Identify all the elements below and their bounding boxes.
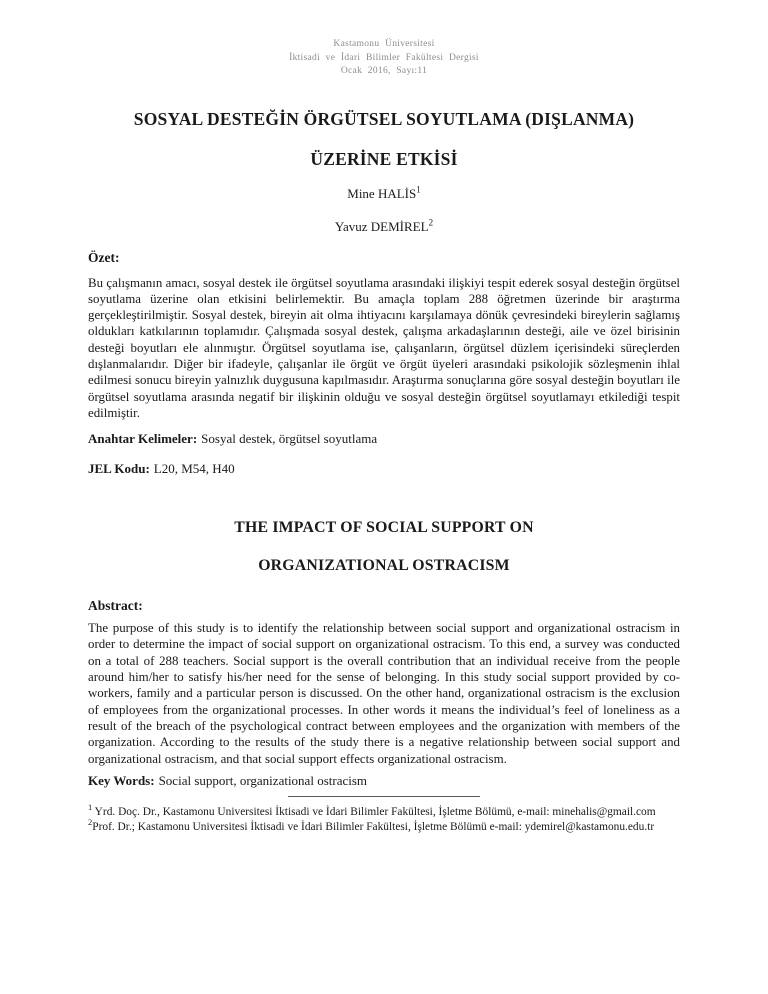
author-1-name: Mine HALİS bbox=[347, 185, 417, 201]
footnote-2-text: Prof. Dr.; Kastamonu Universitesi İktisadi ve İdari Bilimler Fakültesi, İşletme Bölümü e-mail: ydemirel@kastamonu.edu.tr bbox=[92, 821, 655, 834]
footnote-2 bbox=[88, 817, 680, 836]
abstract-heading: Abstract: bbox=[88, 598, 143, 614]
key-words-line bbox=[88, 772, 680, 789]
footnote-1-ref: 1 bbox=[88, 802, 93, 813]
author-1 bbox=[88, 186, 680, 202]
title-tr-line1: SOSYAL DESTEĞİN ÖRGÜTSEL SOYUTLAMA (DIŞLANMA) bbox=[133, 108, 635, 129]
author-2-footnote-ref: 2 bbox=[428, 217, 434, 228]
footnote-1-text: Yrd. Doç. Dr., Kastamonu Universitesi İktisadi ve İdari Bilimler Fakültesi, İşletme Bölümü, e-mail: minehalis@gmail.com bbox=[92, 805, 656, 818]
key-words-value: Social support, organizational ostracism bbox=[158, 772, 368, 788]
title-en-line2: ORGANIZATIONAL OSTRACISM bbox=[258, 557, 510, 575]
footnote-1 bbox=[88, 802, 680, 821]
anahtar-kelimeler-label: Anahtar Kelimeler: bbox=[88, 431, 198, 447]
journal-header bbox=[88, 38, 680, 79]
paper-title-english bbox=[88, 509, 680, 585]
jel-kodu-label: JEL Kodu: bbox=[88, 461, 150, 477]
journal-faculty-line: İktisadi ve İdari Bilimler Fakültesi Dergisi bbox=[289, 52, 479, 63]
jel-kodu-line bbox=[88, 460, 680, 477]
ozet-heading: Özet: bbox=[88, 249, 120, 265]
journal-name: Kastamonu Üniversitesi bbox=[333, 39, 435, 49]
title-en-line1: THE IMPACT OF SOCIAL SUPPORT ON bbox=[234, 519, 534, 537]
abstract-body: The purpose of this study is to identify the relationship between social support and organizational ostracism in order to determine the impact of social support on organizational ostracism. To this end, a survey was conducted on a total of 288 teachers. Social support is the overall contribution that an individual receive from the people around him/her to satisfy his/her need for the sense of belonging. In this study social support provided by co-workers, family and a particular person is discussed. On the other hand, organizational ostracism is the exclusion of employees from the organizational processes. In other words it means the individual’s feel of loneliness as a result of the breach of the psychological contract between employees and the organization with members of the organization. According to the results of the study there is a negative relationship between social support and organizational ostracism, and that social support effects organizational ostracism. bbox=[88, 621, 680, 766]
jel-kodu-value: L20, M54, H40 bbox=[153, 461, 235, 477]
author-1-footnote-ref: 1 bbox=[416, 184, 421, 195]
author-2-name: Yavuz DEMİREL bbox=[334, 218, 429, 234]
ozet-body: Bu çalışmanın amacı, sosyal destek ile örgütsel soyutlama arasındaki ilişkiyi tespit ederek sosyal desteğin örgütsel soyutlama üzerine olan etkisini belirlemektir. Bu amaçla toplam 288 öğretmen üzerinde bir araştırma gerçekleştirilmiştir. Sosyal destek, bireyin ait olma ihtiyacını karşılamaya dönük çevresindeki bireylerin sağlamış oldukları katkılarının toplamıdır. Çalışmada sosyal destek, çalışma arkadaşlarının desteği, aile ve özel birisinin desteği boyutları ele alınmıştır. Örgütsel soyutlama ise, çalışanların, örgütsel düzlem içerisindeki süreçlerden dışlanmalarıdır. Diğer bir ifadeyle, çalışanlar ile örgüt ve örgüt üyeleri arasındaki psikolojik sözleşmenin ihlal edilmesi sonucu bireyin yalnızlık duygusuna kapılmasıdır. Araştırma sonuçlarına göre sosyal desteğin boyutları ile örgütsel soyutlama arasında negatif bir ilişkinin olduğu ve sosyal desteğin örgütsel soyutlamayı etkilediği tespit edilmiştir. bbox=[88, 275, 680, 420]
author-2 bbox=[88, 219, 680, 235]
anahtar-kelimeler-line bbox=[88, 430, 680, 447]
title-tr-line2: ÜZERİNE ETKİSİ bbox=[310, 148, 458, 169]
footnotes bbox=[88, 802, 680, 836]
anahtar-kelimeler-value: Sosyal destek, örgütsel soyutlama bbox=[201, 431, 378, 447]
footnote-2-ref: 2 bbox=[88, 817, 93, 828]
journal-issue-line: Ocak 2016, Sayı:11 bbox=[340, 66, 428, 76]
paper-title-turkish bbox=[88, 99, 680, 179]
key-words-label: Key Words: bbox=[88, 772, 155, 788]
footnote-separator bbox=[288, 796, 480, 797]
